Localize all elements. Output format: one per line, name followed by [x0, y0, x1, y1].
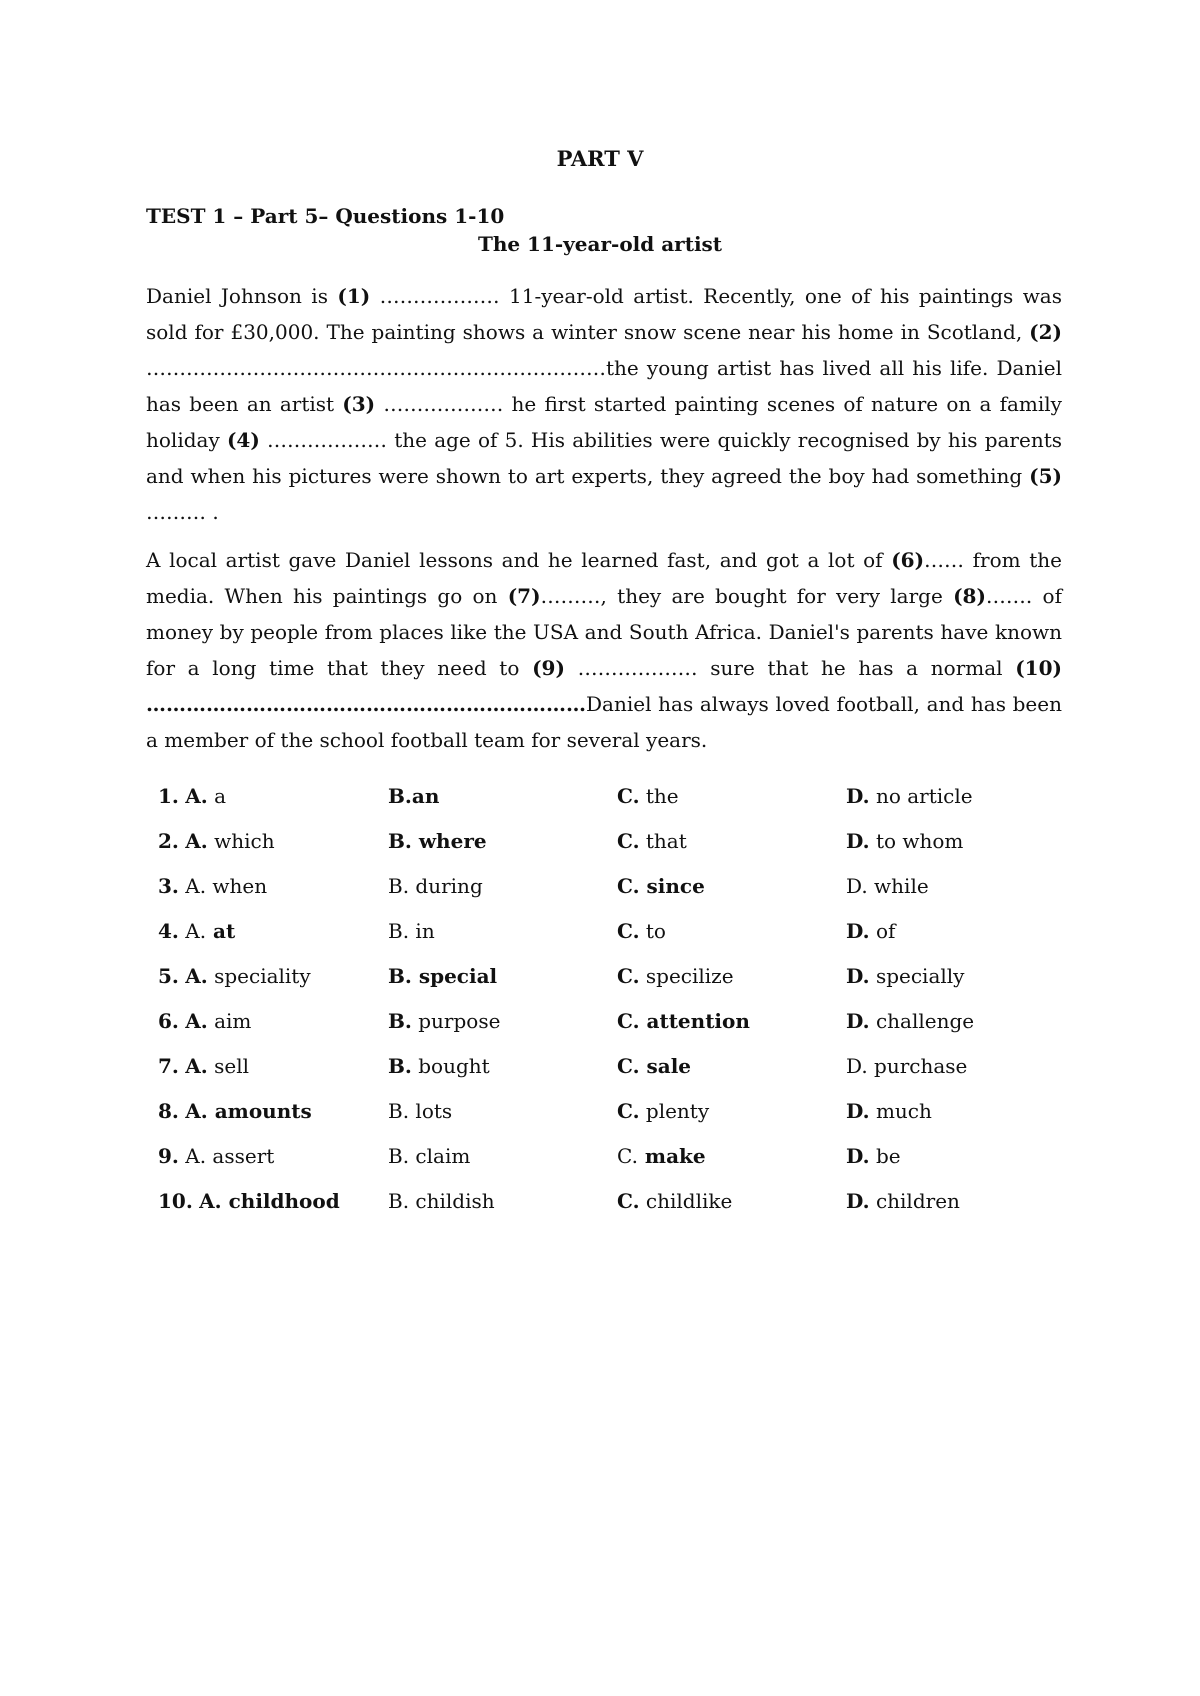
option-letter: A.	[185, 874, 207, 898]
option-text: no article	[869, 784, 973, 808]
option-letter: D.	[846, 1099, 870, 1123]
option-letter: A.	[185, 964, 208, 988]
option-text: where	[411, 829, 487, 853]
question-row	[158, 1189, 1118, 1234]
question-row	[158, 964, 1118, 1009]
question-row	[158, 1009, 1118, 1054]
option-c	[617, 1054, 691, 1078]
passage-paragraph-1	[146, 278, 1062, 530]
option-text: since	[639, 874, 705, 898]
question-number: 6.	[158, 1009, 179, 1033]
option-c	[617, 1099, 709, 1123]
option-c	[617, 1144, 706, 1168]
option-b	[388, 784, 439, 808]
option-c	[617, 1009, 750, 1033]
option-d	[846, 964, 964, 988]
option-letter: D.	[846, 919, 870, 943]
option-text: challenge	[869, 1009, 975, 1033]
passage-text: A local artist gave Daniel lessons and he learned fast, and got a lot of	[146, 548, 892, 572]
passage-text: ……. of money by people from places like the USA and South Africa. Daniel's parents have known for a long time that they need to	[146, 584, 1062, 680]
passage-text: ……………………………………………………………the young artist has lived all his life. Daniel has been an artist	[146, 356, 1062, 416]
option-letter: C.	[617, 1189, 640, 1213]
option-letter: B.	[388, 964, 412, 988]
passage-text: ……………… sure that he has a normal	[564, 656, 1016, 680]
option-text: during	[409, 874, 483, 898]
passage-text: ……………… 11-year-old artist. Recently, one of his paintings was sold for £30,000. The painting shows a winter snow scene near his home in Scotland,	[146, 284, 1062, 344]
question-number: 9.	[158, 1144, 179, 1168]
option-b	[388, 1054, 490, 1078]
blank-number: (4)	[226, 428, 260, 452]
question-number: 4.	[158, 919, 179, 943]
option-a	[158, 874, 267, 898]
option-d	[846, 1144, 901, 1168]
option-a	[158, 1009, 251, 1033]
option-letter: D.	[846, 964, 870, 988]
option-text: much	[869, 1099, 932, 1123]
option-text: that	[639, 829, 687, 853]
blank-number: (2)	[1029, 320, 1062, 344]
option-a	[158, 1099, 312, 1123]
option-c	[617, 964, 734, 988]
option-letter: B.	[388, 919, 410, 943]
option-text: lots	[409, 1099, 453, 1123]
option-text: at	[206, 919, 236, 943]
option-text: aim	[207, 1009, 252, 1033]
question-number: 5.	[158, 964, 179, 988]
answer-options	[158, 784, 1118, 1234]
option-b	[388, 964, 497, 988]
option-letter: A.	[185, 1054, 208, 1078]
option-d	[846, 874, 929, 898]
option-text: assert	[206, 1144, 275, 1168]
option-text: specially	[869, 964, 965, 988]
passage-text: ……………… he first started painting scenes of nature on a family holiday	[146, 392, 1062, 452]
option-text: the	[639, 784, 679, 808]
option-text: bought	[411, 1054, 490, 1078]
option-text: special	[411, 964, 498, 988]
blank-number: (10)	[1015, 656, 1062, 680]
passage-text: ………, they are bought for very large	[540, 584, 954, 608]
question-row	[158, 784, 1118, 829]
option-text: an	[411, 784, 440, 808]
option-d	[846, 1054, 967, 1078]
option-a	[158, 1144, 274, 1168]
option-d	[846, 1189, 960, 1213]
option-letter: B.	[388, 1054, 412, 1078]
option-b	[388, 874, 483, 898]
option-letter: A.	[185, 1099, 208, 1123]
passage-text: Daniel Johnson is	[146, 284, 338, 308]
option-letter: C.	[617, 829, 640, 853]
option-text: sale	[639, 1054, 692, 1078]
option-letter: D.	[846, 874, 868, 898]
blank-number: (8)	[953, 584, 986, 608]
option-b	[388, 1189, 495, 1213]
question-number: 10.	[158, 1189, 193, 1213]
option-letter: A.	[185, 1144, 207, 1168]
option-d	[846, 1099, 932, 1123]
option-text: of	[869, 919, 896, 943]
option-text: speciality	[207, 964, 311, 988]
question-number: 2.	[158, 829, 179, 853]
option-text: children	[869, 1189, 960, 1213]
option-text: to whom	[869, 829, 964, 853]
option-a	[158, 1054, 249, 1078]
option-text: a	[207, 784, 227, 808]
passage-paragraph-2	[146, 542, 1062, 758]
option-b	[388, 1099, 452, 1123]
option-text: in	[409, 919, 435, 943]
option-letter: A.	[185, 829, 208, 853]
option-letter: C.	[617, 1054, 640, 1078]
question-number: 1.	[158, 784, 179, 808]
blank-number: (7)	[507, 584, 541, 608]
option-letter: C.	[617, 964, 640, 988]
option-text: childish	[409, 1189, 495, 1213]
option-letter: D.	[846, 1054, 868, 1078]
option-b	[388, 919, 435, 943]
passage-text: ……… .	[146, 500, 219, 524]
option-letter: B.	[388, 874, 410, 898]
option-letter: B.	[388, 784, 412, 808]
option-b	[388, 1144, 470, 1168]
blank-number: (5)	[1029, 464, 1062, 488]
question-number: 8.	[158, 1099, 179, 1123]
blank-dots: …………………………………………………………	[146, 692, 586, 716]
option-c	[617, 829, 687, 853]
option-letter: A.	[185, 1009, 208, 1033]
blank-number: (6)	[891, 548, 925, 572]
test-title: TEST 1 – Part 5– Questions 1-10	[146, 204, 505, 228]
option-letter: C.	[617, 874, 640, 898]
option-letter: D.	[846, 1144, 870, 1168]
option-a	[158, 784, 226, 808]
option-a	[158, 919, 235, 943]
option-a	[158, 829, 275, 853]
option-letter: C.	[617, 919, 640, 943]
option-text: plenty	[639, 1099, 710, 1123]
passage-text: ……………… the age of 5. His abilities were quickly recognised by his parents and when his pictures were shown to art experts, they agreed the boy had something	[146, 428, 1062, 488]
option-text: to	[639, 919, 666, 943]
blank-number: (1)	[337, 284, 371, 308]
option-text: make	[637, 1144, 706, 1168]
option-text: specilize	[639, 964, 734, 988]
option-text: claim	[409, 1144, 471, 1168]
option-text: be	[869, 1144, 901, 1168]
question-number: 3.	[158, 874, 179, 898]
option-d	[846, 1009, 974, 1033]
option-letter: C.	[617, 1099, 640, 1123]
option-text: attention	[639, 1009, 750, 1033]
question-row	[158, 1144, 1118, 1189]
question-row	[158, 919, 1118, 964]
option-letter: C.	[617, 784, 640, 808]
option-c	[617, 874, 705, 898]
option-letter: D.	[846, 829, 870, 853]
option-c	[617, 919, 666, 943]
option-letter: C.	[617, 1144, 638, 1168]
option-text: childlike	[639, 1189, 733, 1213]
option-b	[388, 829, 487, 853]
passage-title: The 11-year-old artist	[477, 232, 723, 256]
blank-number: (3)	[342, 392, 376, 416]
option-letter: B.	[388, 1099, 410, 1123]
part-title: PART V	[556, 146, 644, 171]
option-text: childhood	[221, 1189, 340, 1213]
option-letter: B.	[388, 1144, 410, 1168]
option-letter: D.	[846, 1189, 870, 1213]
option-a	[158, 1189, 340, 1213]
option-d	[846, 919, 895, 943]
option-b	[388, 1009, 500, 1033]
option-text: when	[206, 874, 268, 898]
option-d	[846, 829, 963, 853]
option-text: while	[867, 874, 929, 898]
option-letter: B.	[388, 1189, 410, 1213]
option-c	[617, 1189, 732, 1213]
option-letter: A.	[185, 919, 207, 943]
option-text: sell	[207, 1054, 249, 1078]
option-letter: A.	[199, 1189, 222, 1213]
option-text: purpose	[411, 1009, 501, 1033]
option-letter: B.	[388, 1009, 412, 1033]
passage-text: …… from the media. When his paintings go on	[146, 548, 1063, 608]
passage-text: Daniel has always loved football, and has been a member of the school football team for several years.	[146, 692, 1062, 752]
option-text: which	[207, 829, 275, 853]
question-row	[158, 1054, 1118, 1099]
option-letter: B.	[388, 829, 412, 853]
question-row	[158, 874, 1118, 919]
option-d	[846, 784, 973, 808]
question-row	[158, 829, 1118, 874]
option-c	[617, 784, 679, 808]
question-number: 7.	[158, 1054, 179, 1078]
option-letter: D.	[846, 784, 870, 808]
option-text: purchase	[867, 1054, 968, 1078]
option-letter: D.	[846, 1009, 870, 1033]
option-letter: C.	[617, 1009, 640, 1033]
blank-number: (9)	[532, 656, 565, 680]
option-letter: A.	[185, 784, 208, 808]
option-a	[158, 964, 311, 988]
option-text: amounts	[207, 1099, 312, 1123]
question-row	[158, 1099, 1118, 1144]
